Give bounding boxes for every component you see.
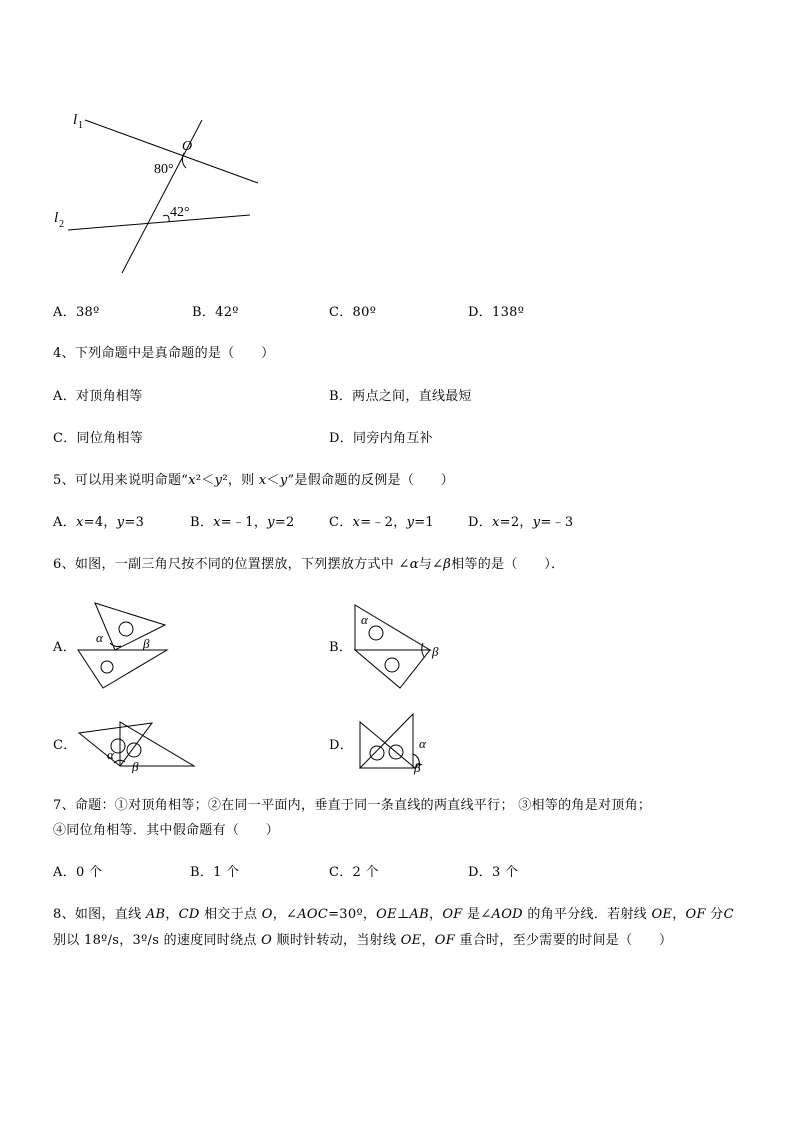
hole-circle bbox=[369, 626, 383, 640]
label-angle-42: 42° bbox=[170, 205, 190, 220]
q4-option-c[interactable]: C．同位角相等 bbox=[53, 431, 144, 446]
set-square-left bbox=[360, 722, 415, 768]
label-l2-sub: 2 bbox=[59, 219, 64, 230]
q6-figure-a bbox=[75, 598, 175, 693]
q6-figure-d bbox=[355, 710, 450, 775]
q7-stem-line1: 7、命题：①对顶角相等；②在同一平面内，垂直于同一条直线的两直线平行； ③相等的角是对顶角； bbox=[53, 798, 652, 813]
angle-arc bbox=[110, 643, 121, 647]
q3-option-b[interactable]: B．42º bbox=[192, 305, 239, 320]
label-point-o: O bbox=[182, 139, 193, 154]
q5-option-c[interactable]: C．x=﹣2，y=1 bbox=[329, 515, 434, 530]
label-beta: β bbox=[432, 644, 439, 659]
q4-stem: 4、下列命题中是真命题的是（ ） bbox=[53, 346, 275, 361]
q3-option-c[interactable]: C．80º bbox=[329, 305, 377, 320]
q8-stem-line2: 别以 18º/s，3º/s 的速度同时绕点 O 顺时针转动，当射线 OE，OF 重合时，至少需要的时间是（ ） bbox=[53, 933, 673, 948]
q5-stem: 5、可以用来说明命题“x²＜y²，则 x＜y”是假命题的反例是（ ） bbox=[53, 473, 455, 488]
q6-option-a-label[interactable]: A． bbox=[53, 640, 76, 655]
q6-figure-b bbox=[350, 600, 450, 692]
label-beta: β bbox=[143, 636, 150, 651]
q7-option-c[interactable]: C．2 个 bbox=[329, 865, 379, 880]
q6-option-d-label[interactable]: D． bbox=[329, 738, 354, 753]
q3-option-a[interactable]: A．38º bbox=[53, 305, 100, 320]
set-square-bottom bbox=[78, 650, 167, 688]
set-square-left bbox=[79, 723, 152, 766]
label-l2: l bbox=[54, 210, 59, 226]
q6-option-c-label[interactable]: C． bbox=[53, 738, 77, 753]
hole-circle bbox=[101, 661, 113, 673]
q4-option-b[interactable]: B．两点之间，直线最短 bbox=[329, 389, 472, 404]
q7-option-b[interactable]: B．1 个 bbox=[190, 865, 240, 880]
q7-option-d[interactable]: D．3 个 bbox=[468, 865, 519, 880]
label-l1: l bbox=[73, 112, 78, 128]
q5-option-b[interactable]: B．x=﹣1，y=2 bbox=[190, 515, 295, 530]
hole-circle bbox=[370, 746, 384, 760]
q3-figure bbox=[40, 100, 280, 285]
hole-circle bbox=[127, 743, 141, 757]
label-beta: β bbox=[132, 759, 139, 773]
hole-circle bbox=[119, 622, 133, 636]
angle-arc-42 bbox=[163, 215, 169, 222]
label-alpha: α bbox=[96, 630, 103, 645]
label-alpha: α bbox=[419, 736, 426, 751]
q3-option-d[interactable]: D．138º bbox=[468, 305, 525, 320]
q4-option-d[interactable]: D．同旁内角互补 bbox=[329, 431, 433, 446]
q6-stem: 6、如图，一副三角尺按不同的位置摆放，下列摆放方式中 ∠α与∠β相等的是（ ）． bbox=[53, 557, 565, 572]
q6-option-b-label[interactable]: B． bbox=[329, 640, 353, 655]
set-square-top bbox=[95, 603, 165, 650]
line-l2 bbox=[68, 215, 250, 230]
q7-stem-line2: ④同位角相等．其中假命题有（ ） bbox=[53, 823, 280, 838]
hole-circle bbox=[385, 658, 399, 672]
q6-figure-c bbox=[76, 718, 200, 773]
angle-arc-80 bbox=[182, 153, 186, 168]
q4-option-a[interactable]: A．对顶角相等 bbox=[53, 389, 143, 404]
label-beta: β bbox=[414, 760, 421, 775]
label-alpha: α bbox=[361, 612, 368, 627]
q8-stem-line1: 8、如图，直线 AB，CD 相交于点 O，∠AOC=30º，OE⊥AB，OF 是∠AOD 的角平分线．若射线 OE，OF 分C bbox=[53, 907, 734, 922]
q7-option-a[interactable]: A．0 个 bbox=[53, 865, 103, 880]
set-square-bottom bbox=[355, 650, 430, 688]
label-alpha: α bbox=[107, 747, 114, 762]
q5-option-a[interactable]: A．x=4，y=3 bbox=[53, 515, 145, 530]
label-l1-sub: 1 bbox=[78, 120, 83, 131]
q5-option-d[interactable]: D．x=2，y=﹣3 bbox=[468, 515, 574, 530]
label-angle-80: 80° bbox=[154, 162, 174, 177]
